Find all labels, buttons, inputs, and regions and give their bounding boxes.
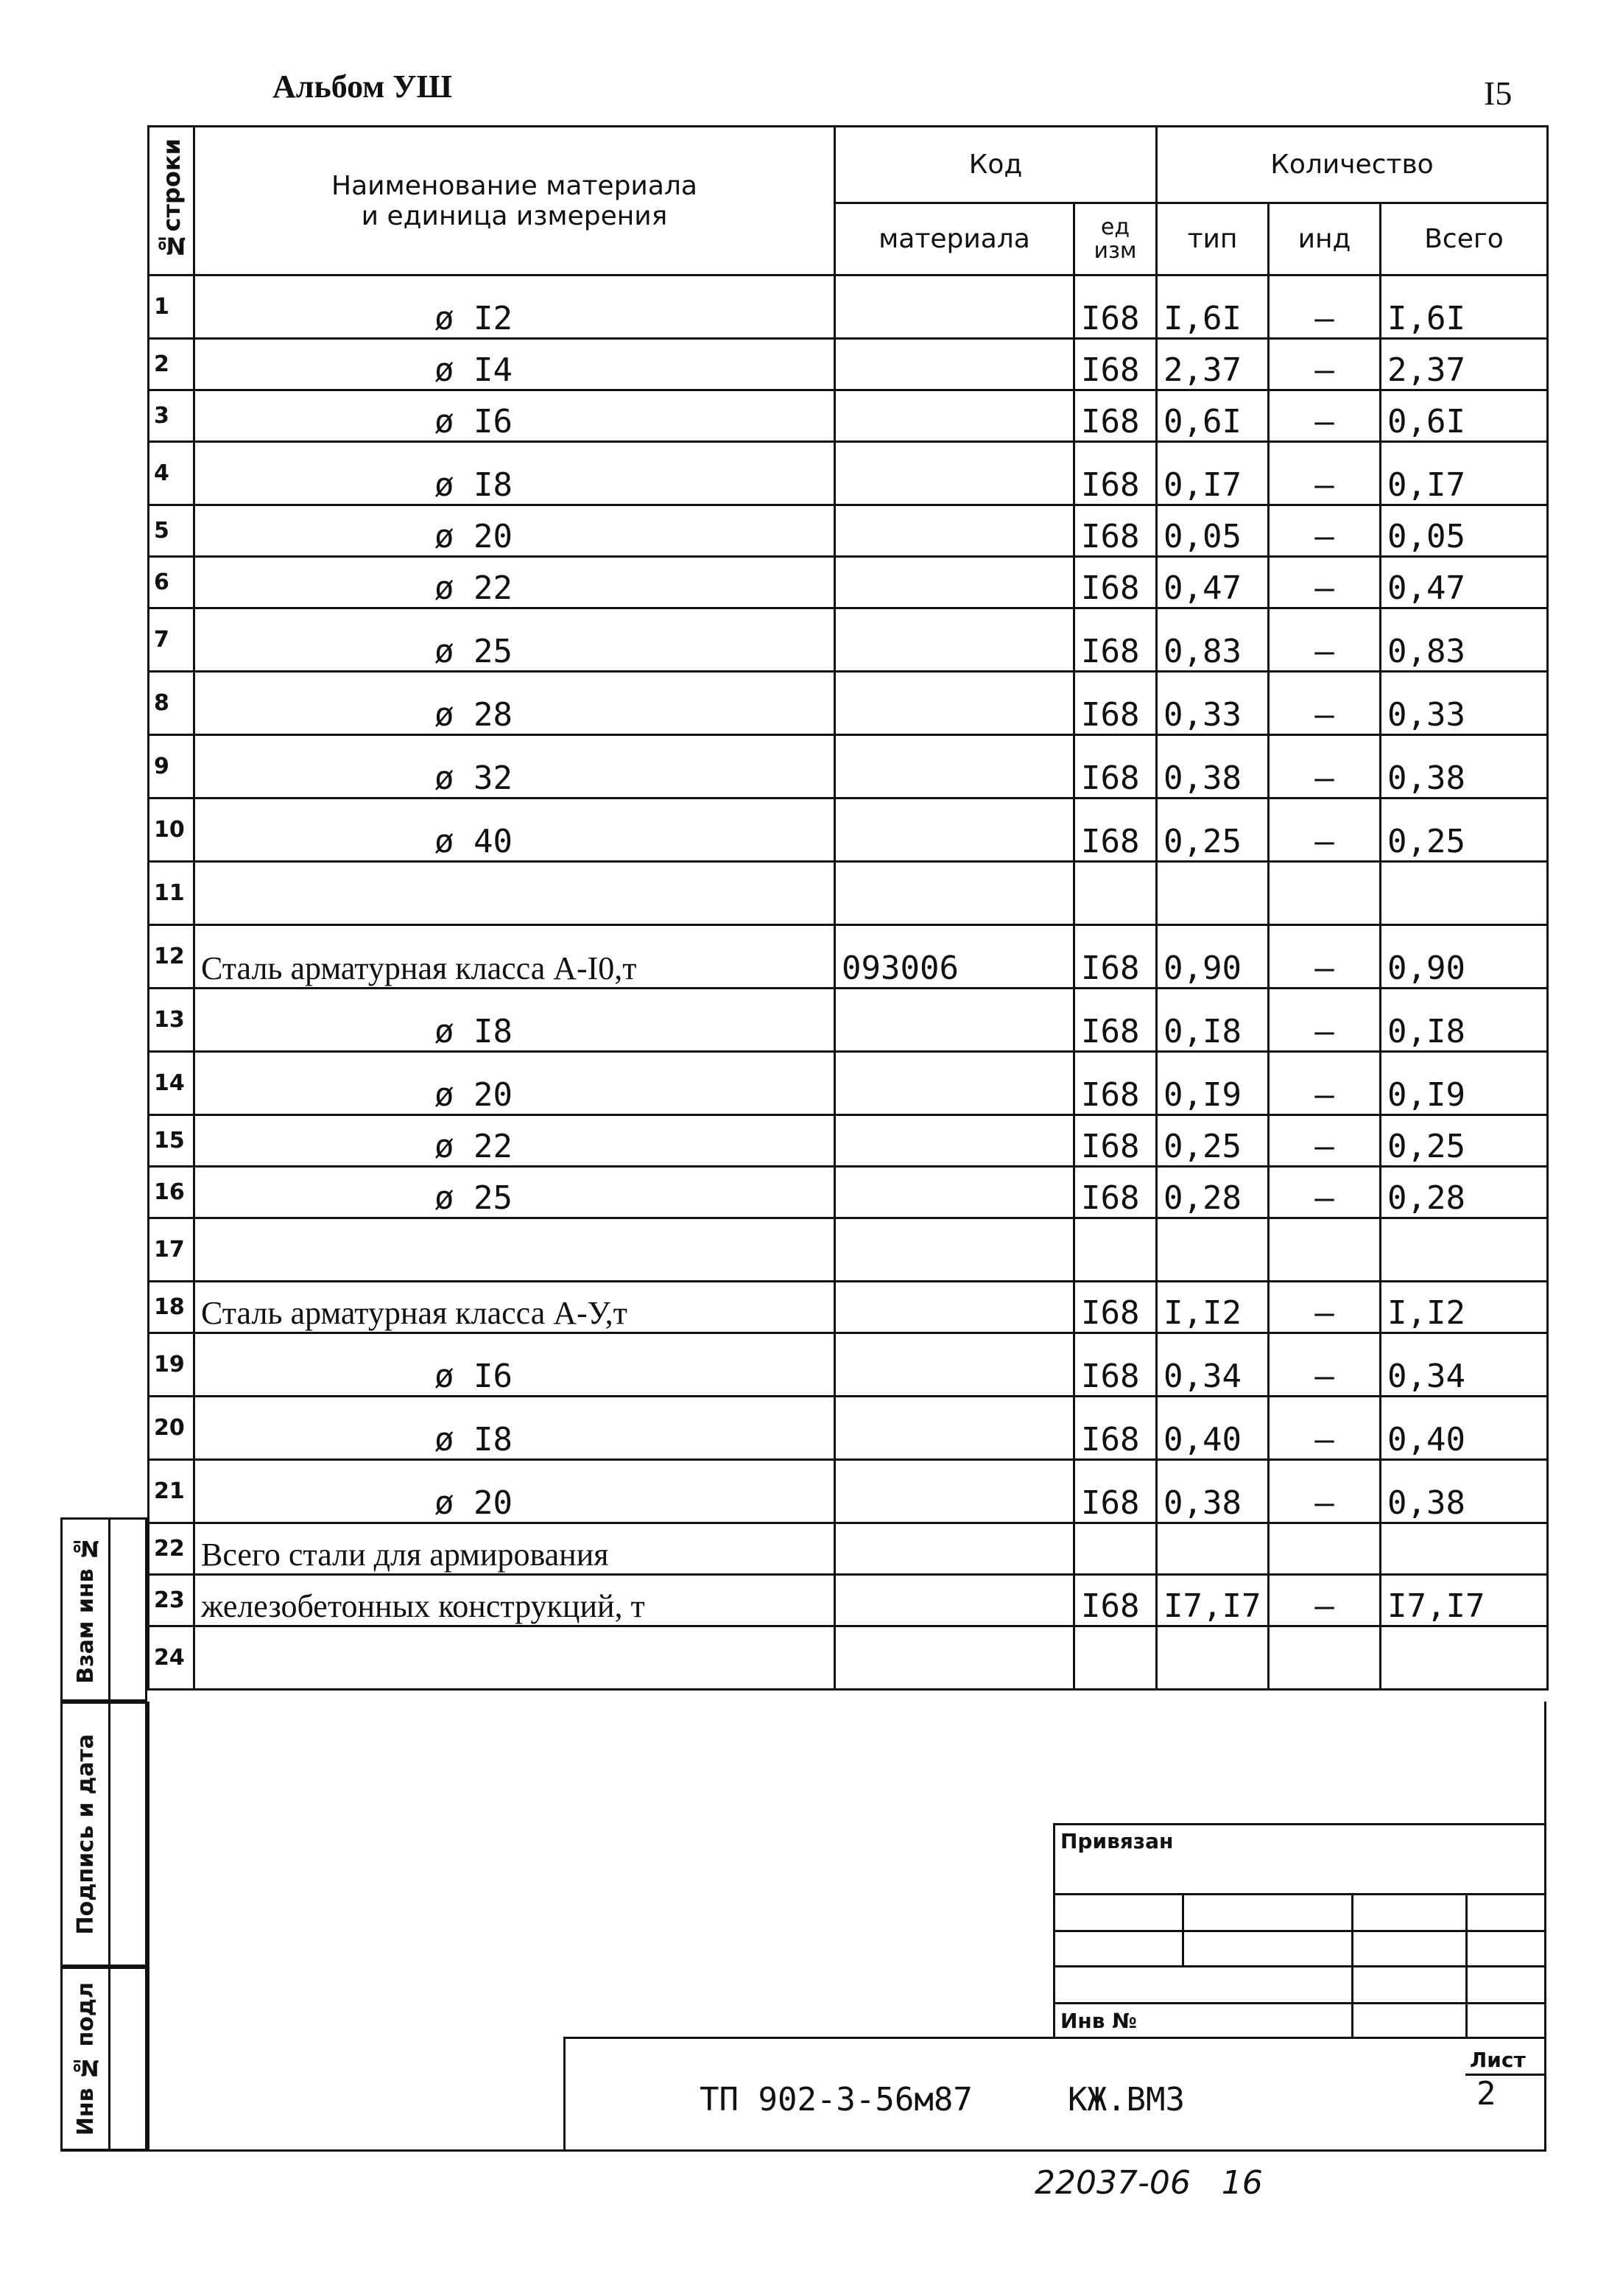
qty-ind: – xyxy=(1269,339,1381,390)
qty-total: I,6I xyxy=(1381,275,1548,339)
qty-type: 0,I7 xyxy=(1157,442,1269,505)
unit-code: I68 xyxy=(1074,557,1157,608)
table-row xyxy=(149,557,1548,608)
table-row xyxy=(149,275,1548,339)
qty-total: I,I2 xyxy=(1381,1282,1548,1333)
qty-ind: – xyxy=(1269,1052,1381,1115)
qty-type: 0,90 xyxy=(1157,925,1269,989)
table-row xyxy=(149,390,1548,442)
row-number: 19 xyxy=(149,1333,194,1397)
qty-type xyxy=(1157,1626,1269,1690)
material-code xyxy=(835,1333,1074,1397)
material-code xyxy=(835,1460,1074,1523)
material-code xyxy=(835,1167,1074,1218)
qty-total: 0,I7 xyxy=(1381,442,1548,505)
material-name: ø 22 xyxy=(194,1115,835,1167)
qty-type: 0,38 xyxy=(1157,735,1269,798)
unit-code xyxy=(1074,1626,1157,1690)
side-block-vzam xyxy=(60,1517,147,1702)
material-name: железобетонных конструкций, т xyxy=(194,1575,835,1626)
table-row xyxy=(149,1218,1548,1282)
material-code xyxy=(835,1397,1074,1460)
qty-type: I7,I7 xyxy=(1157,1575,1269,1626)
qty-ind: – xyxy=(1269,275,1381,339)
qty-type: 0,I8 xyxy=(1157,989,1269,1052)
document-code: ТП 902-3-56м87 xyxy=(700,2081,973,2118)
side-label-vzam: Взам инв № xyxy=(72,1535,99,1684)
row-number: 22 xyxy=(149,1523,194,1575)
table-row xyxy=(149,1115,1548,1167)
table-row xyxy=(149,608,1548,672)
qty-total: 0,83 xyxy=(1381,608,1548,672)
row-number: 9 xyxy=(149,735,194,798)
row-number: 23 xyxy=(149,1575,194,1626)
row-number: 16 xyxy=(149,1167,194,1218)
material-name: ø I8 xyxy=(194,442,835,505)
qty-total: 0,I8 xyxy=(1381,989,1548,1052)
qty-ind: – xyxy=(1269,390,1381,442)
row-number: 1 xyxy=(149,275,194,339)
table-row xyxy=(149,1575,1548,1626)
material-code xyxy=(835,608,1074,672)
material-code xyxy=(835,862,1074,925)
material-code xyxy=(835,275,1074,339)
row-number: 20 xyxy=(149,1397,194,1460)
side-block-inv-podl xyxy=(60,1967,147,2151)
code-header: Код xyxy=(835,127,1157,203)
row-number: 15 xyxy=(149,1115,194,1167)
qty-ind xyxy=(1269,1523,1381,1575)
qty-type: 2,37 xyxy=(1157,339,1269,390)
qty-ind xyxy=(1269,862,1381,925)
material-name: ø 32 xyxy=(194,735,835,798)
handwritten-number: 22037-06 16 xyxy=(1035,2164,1263,2202)
qty-type: I,6I xyxy=(1157,275,1269,339)
row-number: 18 xyxy=(149,1282,194,1333)
privyazan-label: Привязан xyxy=(1060,1829,1174,1853)
qty-ind: – xyxy=(1269,442,1381,505)
material-name: ø 20 xyxy=(194,1460,835,1523)
material-name: ø I6 xyxy=(194,1333,835,1397)
table-row xyxy=(149,798,1548,862)
qty-total xyxy=(1381,1523,1548,1575)
material-code xyxy=(835,798,1074,862)
table-row xyxy=(149,1282,1548,1333)
material-code xyxy=(835,1282,1074,1333)
qty-ind xyxy=(1269,1218,1381,1282)
table-row xyxy=(149,1523,1548,1575)
row-number: 6 xyxy=(149,557,194,608)
material-code: 093006 xyxy=(835,925,1074,989)
qty-ind: – xyxy=(1269,735,1381,798)
material-code xyxy=(835,672,1074,735)
material-name: ø 28 xyxy=(194,672,835,735)
qty-ind: – xyxy=(1269,798,1381,862)
qty-ind: – xyxy=(1269,1333,1381,1397)
row-number: 10 xyxy=(149,798,194,862)
material-name: Всего стали для армирования xyxy=(194,1523,835,1575)
qty-type: 0,6I xyxy=(1157,390,1269,442)
qty-ind: – xyxy=(1269,1397,1381,1460)
material-name: Сталь арматурная класса А-У,т xyxy=(194,1282,835,1333)
row-number: 3 xyxy=(149,390,194,442)
qty-ind: – xyxy=(1269,672,1381,735)
qty-total xyxy=(1381,1626,1548,1690)
material-name xyxy=(194,862,835,925)
qty-total: 0,25 xyxy=(1381,1115,1548,1167)
qty-total: 0,38 xyxy=(1381,735,1548,798)
unit-code: I68 xyxy=(1074,1115,1157,1167)
material-name: ø 20 xyxy=(194,505,835,557)
unit-code: I68 xyxy=(1074,1333,1157,1397)
qty-total: 0,47 xyxy=(1381,557,1548,608)
row-number: 5 xyxy=(149,505,194,557)
unit-code: I68 xyxy=(1074,1052,1157,1115)
material-name: ø I6 xyxy=(194,390,835,442)
qty-ind: – xyxy=(1269,1115,1381,1167)
unit-code: I68 xyxy=(1074,275,1157,339)
qty-type: 0,33 xyxy=(1157,672,1269,735)
sheet-number: 2 xyxy=(1476,2075,1496,2113)
unit-code xyxy=(1074,1218,1157,1282)
unit-code: I68 xyxy=(1074,1575,1157,1626)
table-row xyxy=(149,862,1548,925)
unit-code: I68 xyxy=(1074,339,1157,390)
side-block-podpis xyxy=(60,1702,147,1967)
row-number: 24 xyxy=(149,1626,194,1690)
qty-total xyxy=(1381,1218,1548,1282)
table-row xyxy=(149,1626,1548,1690)
table-row xyxy=(149,505,1548,557)
qty-type: 0,28 xyxy=(1157,1167,1269,1218)
unit-code: I68 xyxy=(1074,735,1157,798)
unit-code xyxy=(1074,862,1157,925)
qty-ind: – xyxy=(1269,1282,1381,1333)
qty-total: 0,28 xyxy=(1381,1167,1548,1218)
table-row xyxy=(149,735,1548,798)
material-name xyxy=(194,1626,835,1690)
qty-type: 0,25 xyxy=(1157,798,1269,862)
material-code xyxy=(835,339,1074,390)
qty-type: 0,05 xyxy=(1157,505,1269,557)
qty-ind: – xyxy=(1269,1167,1381,1218)
unit-code: I68 xyxy=(1074,1460,1157,1523)
quantity-header: Количество xyxy=(1157,127,1548,203)
unit-code: I68 xyxy=(1074,390,1157,442)
material-name: ø I8 xyxy=(194,1397,835,1460)
table-row xyxy=(149,672,1548,735)
type-header: тип xyxy=(1157,203,1269,275)
material-name: ø 25 xyxy=(194,608,835,672)
qty-total: 0,I9 xyxy=(1381,1052,1548,1115)
qty-type: 0,40 xyxy=(1157,1397,1269,1460)
qty-total: 0,34 xyxy=(1381,1333,1548,1397)
qty-total: 0,05 xyxy=(1381,505,1548,557)
table-row xyxy=(149,925,1548,989)
document-mark: КЖ.ВМЗ xyxy=(1068,2081,1185,2118)
material-code xyxy=(835,557,1074,608)
material-name: ø I8 xyxy=(194,989,835,1052)
qty-total: 0,38 xyxy=(1381,1460,1548,1523)
qty-type: I,I2 xyxy=(1157,1282,1269,1333)
unit-code xyxy=(1074,1523,1157,1575)
material-name: ø I4 xyxy=(194,339,835,390)
material-name: ø 20 xyxy=(194,1052,835,1115)
table-row xyxy=(149,1052,1548,1115)
table-row xyxy=(149,339,1548,390)
unit-code: I68 xyxy=(1074,608,1157,672)
qty-total: 2,37 xyxy=(1381,339,1548,390)
inv-no-label: Инв № xyxy=(1060,2009,1137,2033)
row-number: 4 xyxy=(149,442,194,505)
material-code xyxy=(835,1218,1074,1282)
album-title: Альбом УШ xyxy=(272,69,452,105)
qty-type: 0,34 xyxy=(1157,1333,1269,1397)
name-header: Наименование материала и единица измерения xyxy=(194,127,835,275)
qty-total: I7,I7 xyxy=(1381,1575,1548,1626)
row-number-header: №строки xyxy=(149,127,194,275)
table-row xyxy=(149,989,1548,1052)
qty-total: 0,6I xyxy=(1381,390,1548,442)
table-row xyxy=(149,1333,1548,1397)
material-name: ø 25 xyxy=(194,1167,835,1218)
qty-type: 0,38 xyxy=(1157,1460,1269,1523)
material-code xyxy=(835,1052,1074,1115)
side-label-podpis: Подпись и дата xyxy=(72,1733,99,1935)
qty-type: 0,47 xyxy=(1157,557,1269,608)
material-code xyxy=(835,505,1074,557)
qty-ind xyxy=(1269,1626,1381,1690)
qty-total: 0,40 xyxy=(1381,1397,1548,1460)
material-code xyxy=(835,735,1074,798)
unit-code: I68 xyxy=(1074,672,1157,735)
row-number: 14 xyxy=(149,1052,194,1115)
qty-ind: – xyxy=(1269,989,1381,1052)
qty-total: 0,25 xyxy=(1381,798,1548,862)
row-number: 8 xyxy=(149,672,194,735)
qty-total: 0,33 xyxy=(1381,672,1548,735)
row-number: 11 xyxy=(149,862,194,925)
qty-ind: – xyxy=(1269,925,1381,989)
material-code xyxy=(835,390,1074,442)
code-material-header: материала xyxy=(835,203,1074,275)
qty-type xyxy=(1157,862,1269,925)
material-code xyxy=(835,442,1074,505)
row-number: 21 xyxy=(149,1460,194,1523)
unit-header: ед изм xyxy=(1074,203,1157,275)
unit-code: I68 xyxy=(1074,1282,1157,1333)
material-name xyxy=(194,1218,835,1282)
qty-ind: – xyxy=(1269,608,1381,672)
unit-code: I68 xyxy=(1074,989,1157,1052)
materials-table xyxy=(147,125,1549,1691)
material-code xyxy=(835,1575,1074,1626)
unit-code: I68 xyxy=(1074,925,1157,989)
sheet-label: Лист xyxy=(1470,2048,1526,2072)
material-code xyxy=(835,1626,1074,1690)
table-row xyxy=(149,1460,1548,1523)
unit-code: I68 xyxy=(1074,1397,1157,1460)
row-number: 12 xyxy=(149,925,194,989)
row-number: 2 xyxy=(149,339,194,390)
table-row xyxy=(149,442,1548,505)
total-header: Всего xyxy=(1381,203,1548,275)
unit-code: I68 xyxy=(1074,442,1157,505)
page-number: I5 xyxy=(1484,74,1513,112)
qty-total: 0,90 xyxy=(1381,925,1548,989)
material-code xyxy=(835,989,1074,1052)
row-number: 17 xyxy=(149,1218,194,1282)
table-row xyxy=(149,1397,1548,1460)
table-row xyxy=(149,1167,1548,1218)
side-label-inv-podl: Инв № подл xyxy=(72,1981,99,2136)
material-name: ø 40 xyxy=(194,798,835,862)
qty-total xyxy=(1381,862,1548,925)
qty-ind: – xyxy=(1269,557,1381,608)
material-name: ø I2 xyxy=(194,275,835,339)
row-number: 7 xyxy=(149,608,194,672)
qty-type xyxy=(1157,1523,1269,1575)
qty-ind: – xyxy=(1269,1575,1381,1626)
qty-ind: – xyxy=(1269,505,1381,557)
unit-code: I68 xyxy=(1074,798,1157,862)
qty-type: 0,I9 xyxy=(1157,1052,1269,1115)
material-name: ø 22 xyxy=(194,557,835,608)
material-name: Сталь арматурная класса А-I0,т xyxy=(194,925,835,989)
material-code xyxy=(835,1523,1074,1575)
ind-header: инд xyxy=(1269,203,1381,275)
row-number: 13 xyxy=(149,989,194,1052)
unit-code: I68 xyxy=(1074,1167,1157,1218)
qty-ind: – xyxy=(1269,1460,1381,1523)
qty-type xyxy=(1157,1218,1269,1282)
material-code xyxy=(835,1115,1074,1167)
qty-type: 0,25 xyxy=(1157,1115,1269,1167)
qty-type: 0,83 xyxy=(1157,608,1269,672)
unit-code: I68 xyxy=(1074,505,1157,557)
